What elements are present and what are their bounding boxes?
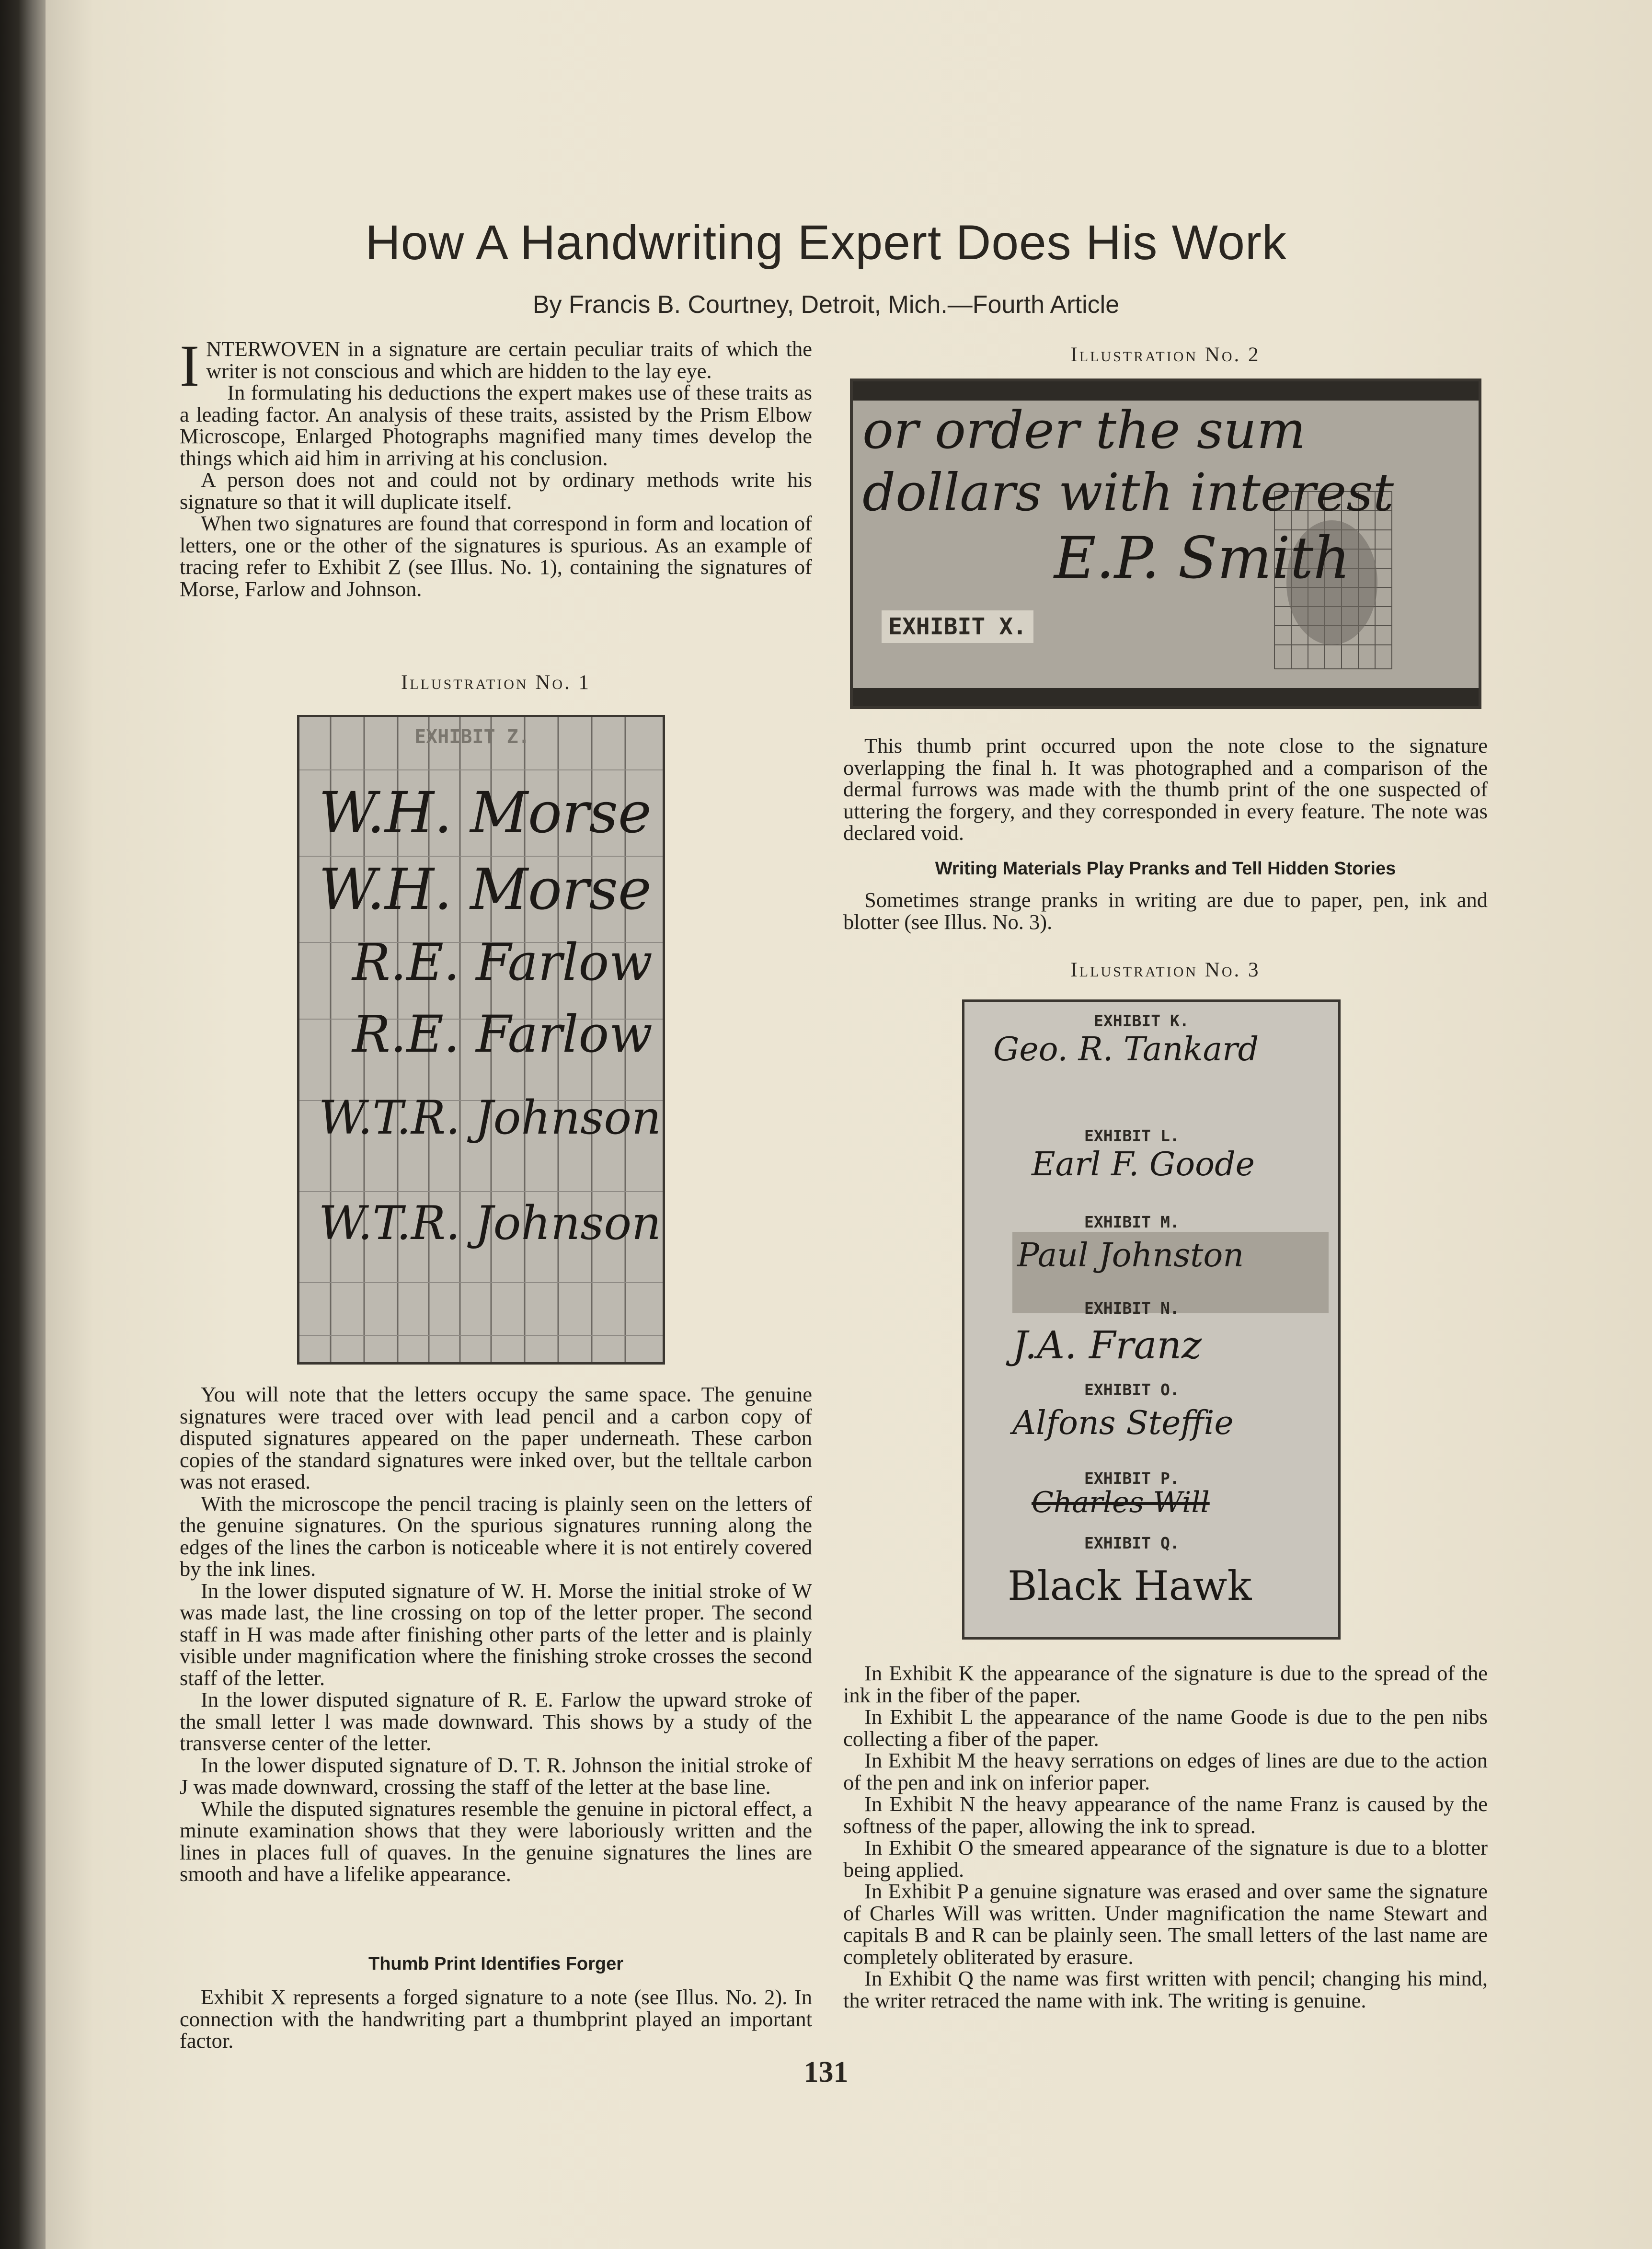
paragraph: In Exhibit N the heavy appearance of the name Franz is caused by the softness of the paper, allowing the ink to spread.	[843, 1792, 1488, 1838]
paragraph: Exhibit X represents a forged signature to a note (see Illus. No. 2). In connection with the handwriting part a thumbprint played an important factor.	[180, 1985, 812, 2053]
exhibit-label: EXHIBIT X.	[882, 610, 1033, 643]
subheading: Writing Materials Play Pranks and Tell Hidden Stories	[935, 859, 1396, 879]
signature: Earl F. Goode	[1032, 1146, 1255, 1183]
note-handwriting: dollars with interest	[862, 463, 1394, 523]
signature: J.A. Franz	[1012, 1323, 1202, 1367]
paragraph: In the lower disputed signature of D. T. R. Johnson the initial stroke of J was made downward, crossing the staff of the letter at the base line.	[180, 1753, 812, 1799]
exhibit-label: EXHIBIT O.	[1084, 1380, 1180, 1399]
signature: R.E. Farlow	[352, 1005, 653, 1064]
paragraph: A person does not and could not by ordinary methods write his signature so that it will duplicate itself.	[180, 468, 812, 514]
illustration-2-caption: Illustration No. 2	[1070, 344, 1261, 366]
paragraph: With the microscope the pencil tracing is plainly seen on the letters of the genuine signatures. On the spurious signatures running along the edges of the lines the carbon is noticeable where it is not entirely covered by the ink lines.	[180, 1491, 812, 1581]
paragraph: In the lower disputed signature of R. E. Farlow the upward stroke of the small letter l was made downward. This shows by a study of the transverse center of the letter.	[180, 1687, 812, 1755]
note-handwriting: or order the sum	[862, 401, 1306, 460]
right-column-bottom	[843, 1663, 1488, 2011]
right-column-mid	[843, 889, 1488, 933]
paragraph: In Exhibit Q the name was first written with pencil; changing his mind, the writer retraced the name with ink. The writing is genuine.	[843, 1966, 1488, 2012]
paragraph: Sometimes strange pranks in writing are due to paper, pen, ink and blotter (see Illus. No. 3).	[843, 888, 1488, 934]
paragraph: In Exhibit M the heavy serrations on edges of lines are due to the action of the pen and ink on inferior paper.	[843, 1748, 1488, 1794]
exhibit-label: EXHIBIT Q.	[1084, 1534, 1180, 1552]
article-title: How A Handwriting Expert Does His Work	[365, 215, 1287, 270]
paragraph: In the lower disputed signature of W. H. Morse the initial stroke of W was made last, the line crossing on top of the letter proper. The second staff in H was made after finishing other parts of the letter and is plainly visible under magnification where the finishing stroke crosses the second staff of the letter.	[180, 1578, 812, 1690]
illustration-3-caption: Illustration No. 3	[1070, 959, 1261, 981]
paragraph: You will note that the letters occupy the same space. The genuine signatures were traced over with lead pencil and a carbon copy of disputed signatures appeared on the paper underneath. These carbon copies of the standard signatures were inked over, but the telltale carbon was not erased.	[180, 1382, 812, 1493]
illustration-2-photo	[850, 379, 1481, 709]
paragraph: This thumb print occurred upon the note close to the signature overlapping the final h. It was photographed and a comparison of the dermal furrows was made with the thumb print of the one suspected of uttering the forgery, and they corresponded in every feature. The note was declared void.	[843, 734, 1488, 845]
right-column-top	[843, 735, 1488, 844]
exhibit-label: EXHIBIT Z.	[414, 726, 530, 748]
paragraph: NTERWOVEN in a signature are certain peculiar traits of which the writer is not conscious and which are hidden to the lay eye.	[206, 337, 812, 383]
drop-cap: I	[180, 333, 200, 399]
paragraph: In Exhibit O the smeared appearance of the signature is due to a blotter being applied.	[843, 1836, 1488, 1882]
forged-signature: E.P. Smith	[1054, 525, 1351, 592]
signature: W.T.R. Johnson	[319, 1091, 661, 1145]
paragraph: While the disputed signatures resemble the genuine in pictoral effect, a minute examination shows that they were laboriously written and the lines in places full of quaves. In the genuine signatures the lines are smooth and have a lifelike appearance.	[180, 1796, 812, 1886]
page-number: 131	[803, 2056, 849, 2088]
illustration-1-caption: Illustration No. 1	[401, 671, 591, 694]
paragraph: In Exhibit L the appearance of the name Goode is due to the pen nibs collecting a fiber of the paper.	[843, 1705, 1488, 1751]
signature: W.T.R. Johnson	[319, 1196, 661, 1250]
subheading: Thumb Print Identifies Forger	[368, 1954, 624, 1974]
exhibit-label: EXHIBIT N.	[1084, 1299, 1180, 1318]
book-spine	[0, 0, 53, 2249]
exhibit-label: EXHIBIT P.	[1084, 1469, 1180, 1488]
signature: Paul Johnston	[1017, 1237, 1244, 1274]
paragraph: In Exhibit P a genuine signature was erased and over same the signature of Charles Will was written. Under magnification the name Stewart and capitals B and R can be plainly seen. The small letters of the last name are completely obliterated by erasure.	[843, 1879, 1488, 1969]
signature: Charles Will	[1032, 1486, 1210, 1519]
exhibit-label: EXHIBIT M.	[1084, 1213, 1180, 1231]
paragraph: When two signatures are found that correspond in form and location of letters, one or the other of the signatures is spurious. As an example of tracing refer to Exhibit Z (see Illus. No. 1), containing the signatures of Morse, Farlow and Johnson.	[180, 511, 812, 601]
signature: Black Hawk	[1008, 1562, 1252, 1609]
exhibit-label: EXHIBIT K.	[1094, 1011, 1189, 1030]
left-column-top	[180, 333, 812, 601]
paragraph: In formulating his deductions the expert makes use of these traits as a leading factor. An analysis of these traits, assisted by the Prism Elbow Microscope, Enlarged Photographs magnified many times develop the things which aid him in arriving at his conclusion.	[180, 380, 812, 470]
paragraph: In Exhibit K the appearance of the signature is due to the spread of the ink in the fiber of the paper.	[843, 1661, 1488, 1707]
left-column-bottom	[180, 1384, 812, 1885]
signature: W.H. Morse	[319, 780, 652, 846]
illustration-3-photo	[962, 999, 1341, 1640]
signature: R.E. Farlow	[352, 933, 653, 992]
left-column-end	[180, 1986, 812, 2052]
exhibit-label: EXHIBIT L.	[1084, 1126, 1180, 1145]
article-byline: By Francis B. Courtney, Detroit, Mich.—Fourth Article	[532, 291, 1120, 319]
signature: W.H. Morse	[319, 856, 652, 922]
signature: Alfons Steffie	[1012, 1404, 1234, 1442]
illustration-1-photo	[297, 715, 665, 1365]
signature: Geo. R. Tankard	[993, 1031, 1259, 1068]
